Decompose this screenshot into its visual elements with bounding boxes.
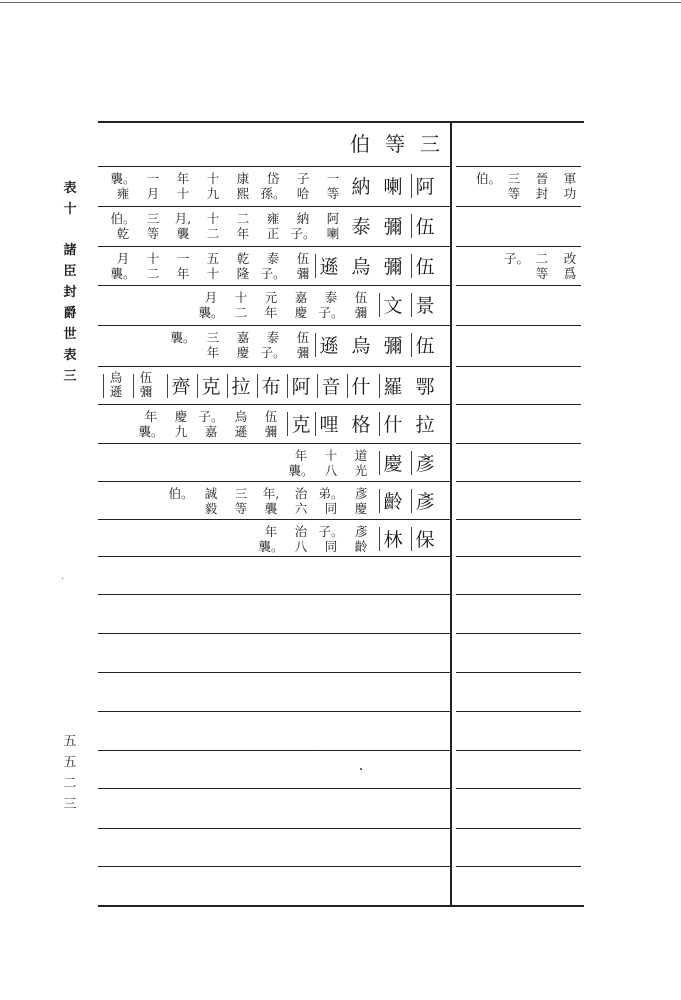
table-rule [98, 750, 450, 751]
notes-rule [456, 443, 581, 444]
record-text: 治 [294, 486, 308, 501]
record-text: 二 [146, 266, 160, 281]
name-divider-mark [379, 293, 380, 317]
record-text: 月 [146, 186, 160, 201]
section-title-char: 爵 [63, 306, 77, 321]
record-text: 治 [294, 524, 308, 539]
table-rule [98, 633, 450, 634]
page-number-char: 三 [63, 797, 77, 812]
record-text: 年 [294, 448, 308, 463]
record-text: 襲。 [258, 539, 284, 554]
record-text: 襲。 [198, 305, 224, 320]
note-text: 封 [535, 186, 549, 201]
notes-rule [456, 633, 581, 634]
heir-name-char: 拉 [415, 414, 435, 436]
heir-name-char: 林 [383, 529, 403, 551]
record-text: 襲。 [138, 424, 164, 439]
record-text: 一 [326, 171, 340, 186]
scan-speck [317, 750, 318, 751]
table-row [98, 166, 450, 204]
name-divider-mark [227, 374, 228, 398]
heir-name-char: 伍 [415, 335, 435, 357]
record-text: 毅 [204, 501, 218, 516]
heir-name-char: 納 [351, 176, 371, 198]
name-divider-mark [287, 412, 288, 436]
record-text: 等 [326, 186, 340, 201]
notes-rule [456, 828, 581, 829]
notes-rule [456, 866, 581, 867]
record-text: 伍 [296, 330, 310, 345]
page-number-char: 二 [63, 776, 77, 791]
record-text: 襲 [176, 226, 190, 241]
record-text: 彌 [264, 424, 278, 439]
notes-cell [456, 246, 581, 284]
heir-name-char: 音 [321, 376, 341, 398]
record-text: 元 [264, 290, 278, 305]
record-text: 慶 [294, 305, 308, 320]
heir-name-char: 克 [291, 414, 311, 436]
record-text: 泰 [266, 251, 280, 266]
name-divider-mark [133, 374, 134, 398]
table-rule [98, 788, 450, 789]
notes-rule [456, 519, 581, 520]
record-text: 年 [176, 171, 190, 186]
record-text: 伍 [296, 251, 310, 266]
name-divider-mark [411, 293, 412, 317]
record-text: 九 [206, 186, 220, 201]
name-divider-mark [317, 374, 318, 398]
record-text: 彥 [354, 524, 368, 539]
heir-name-char: 遜 [319, 256, 339, 278]
notes-rule [456, 556, 581, 557]
heir-name-char: 齡 [383, 491, 403, 513]
heir-name-char: 烏 [351, 335, 371, 357]
notes-rule [456, 366, 581, 367]
name-divider-mark [411, 451, 412, 475]
record-text: 彌 [296, 266, 310, 281]
record-text: 三 [206, 330, 220, 345]
heir-name-char: 哩 [319, 414, 339, 436]
table-rule [98, 711, 450, 712]
record-text: 六 [294, 501, 308, 516]
record-text: 烏 [234, 409, 248, 424]
record-text: 子。 [198, 409, 224, 424]
record-text: 光 [354, 463, 368, 478]
book-title-char: 十 [63, 202, 77, 217]
record-text: 彥 [354, 486, 368, 501]
record-text: 九 [174, 424, 188, 439]
record-text: 年 [144, 409, 158, 424]
page-top-edge [0, 2, 681, 3]
table-divider [450, 121, 452, 907]
section-title [58, 240, 82, 387]
table-rule [98, 866, 450, 867]
table-title-char: 三 [420, 132, 440, 156]
note-text: 三 [507, 171, 521, 186]
record-text: 彌 [354, 305, 368, 320]
name-divider-mark [257, 374, 258, 398]
record-text: 等 [234, 501, 248, 516]
heir-name-char: 彌 [383, 335, 403, 357]
section-title-char: 臣 [63, 264, 77, 279]
record-text: 月 [204, 290, 218, 305]
name-divider-mark [411, 254, 412, 278]
heir-name-char: 阿 [415, 176, 435, 198]
record-text: 乾 [116, 226, 130, 241]
record-text: 隆 [236, 266, 250, 281]
name-divider-mark [411, 214, 412, 238]
name-divider-mark [379, 527, 380, 551]
notes-rule [456, 404, 581, 405]
record-text: 喇 [326, 226, 340, 241]
heir-name-char: 泰 [351, 216, 371, 238]
section-title-char: 諸 [63, 243, 77, 258]
record-text: 十 [146, 251, 160, 266]
record-text: 阿 [326, 211, 340, 226]
notes-rule [456, 711, 581, 712]
record-text: 子。 [260, 266, 286, 281]
table-title-char: 伯 [350, 132, 370, 156]
heir-name-char: 文 [383, 295, 403, 317]
record-text: 子。 [318, 305, 344, 320]
record-text: 慶 [236, 345, 250, 360]
record-text: 正 [266, 226, 280, 241]
heir-name-char: 慶 [383, 453, 403, 475]
heir-name-char: 格 [351, 414, 371, 436]
record-text: 二 [206, 226, 220, 241]
note-text: 子。 [504, 251, 530, 266]
note-text: 晉 [535, 171, 549, 186]
record-text: 三 [234, 486, 248, 501]
record-text: 十 [206, 171, 220, 186]
record-text: 子。 [318, 524, 344, 539]
name-divider-mark [411, 333, 412, 357]
note-text: 功 [563, 186, 577, 201]
name-divider-mark [411, 489, 412, 513]
table-rule [98, 828, 450, 829]
record-text: 雍 [116, 186, 130, 201]
heir-name-char: 彌 [383, 256, 403, 278]
name-divider-mark [411, 174, 412, 198]
record-text: 子。 [290, 226, 316, 241]
record-text: 乾 [236, 251, 250, 266]
scan-speck [360, 768, 362, 770]
record-text: 一 [146, 171, 160, 186]
record-text: 二 [236, 211, 250, 226]
heir-name-char: 克 [201, 376, 221, 398]
record-text: 同 [324, 501, 338, 516]
record-text: 襲。 [110, 266, 136, 281]
record-text: 一 [176, 251, 190, 266]
record-text: 子。 [260, 345, 286, 360]
record-text: 襲。 [110, 171, 136, 186]
record-text: 孫。 [260, 186, 286, 201]
record-text: 十 [206, 266, 220, 281]
record-text: 岱 [266, 171, 280, 186]
heir-name-char: 伍彌 [139, 370, 153, 399]
table-row [98, 206, 450, 244]
heir-name-char: 鄂 [415, 376, 435, 398]
notes-rule [456, 750, 581, 751]
table-row [98, 366, 450, 404]
name-divider-mark [315, 412, 316, 436]
record-text: 月 [116, 251, 130, 266]
record-text: 嘉 [236, 330, 250, 345]
note-text: 改 [563, 251, 577, 266]
scan-speck [62, 578, 63, 579]
name-divider-mark [103, 374, 104, 398]
record-text: 年 [264, 524, 278, 539]
heir-name-char: 彌 [383, 216, 403, 238]
table-row [98, 481, 450, 519]
page-number [58, 731, 82, 815]
table-row [98, 246, 450, 284]
record-text: 月, [174, 211, 192, 226]
heir-name-char: 保 [415, 529, 435, 551]
record-text: 八 [324, 463, 338, 478]
record-text: 弟。 [318, 486, 344, 501]
book-title-char: 表 [63, 181, 77, 196]
name-divider-mark [379, 412, 380, 436]
page-number-char: 五 [63, 755, 77, 770]
notes-rule [456, 206, 581, 207]
record-text: 子 [296, 171, 310, 186]
section-title-char: 封 [63, 285, 77, 300]
note-text: 等 [535, 266, 549, 281]
heir-name-char: 齊 [171, 376, 191, 398]
record-text: 等 [146, 226, 160, 241]
section-title-char: 三 [63, 369, 77, 384]
notes-rule [456, 285, 581, 286]
record-text: 年 [176, 266, 190, 281]
heir-name-char: 喇 [383, 176, 403, 198]
table-rule [98, 594, 450, 595]
heir-name-char: 景 [415, 295, 435, 317]
table-row [98, 519, 450, 557]
notes-rule [456, 481, 581, 482]
name-divider-mark [347, 374, 348, 398]
record-text: 道 [354, 448, 368, 463]
record-text: 十 [234, 290, 248, 305]
record-text: 伯。 [168, 486, 194, 501]
heir-name-char: 彥 [415, 491, 435, 513]
name-divider-mark [379, 451, 380, 475]
table-rule [98, 121, 584, 123]
record-text: 八 [294, 539, 308, 554]
record-text: 五 [206, 251, 220, 266]
name-divider-mark [167, 374, 168, 398]
heir-name-char: 烏 [351, 256, 371, 278]
section-title-char: 表 [63, 348, 77, 363]
heir-name-char: 伍 [415, 216, 435, 238]
note-text: 伯。 [476, 171, 502, 186]
name-divider-mark [197, 374, 198, 398]
table-title [350, 130, 440, 160]
table-row [98, 325, 450, 363]
record-text: 伍 [354, 290, 368, 305]
record-text: 年 [236, 226, 250, 241]
record-text: 嘉 [294, 290, 308, 305]
notes-rule [456, 788, 581, 789]
name-divider-mark [379, 489, 380, 513]
record-text: 襲。 [288, 463, 314, 478]
note-text: 等 [507, 186, 521, 201]
heir-name-char: 什 [383, 414, 403, 436]
page-number-char: 五 [63, 734, 77, 749]
table-rule [98, 905, 584, 907]
name-divider-mark [411, 527, 412, 551]
record-text: 彌 [296, 345, 310, 360]
heir-name-char: 烏遜 [109, 370, 123, 399]
record-text: 年 [206, 345, 220, 360]
record-text: 熙 [236, 186, 250, 201]
notes-rule [456, 325, 581, 326]
record-text: 納 [296, 211, 310, 226]
note-text: 軍 [563, 171, 577, 186]
notes-cell [456, 166, 581, 204]
heir-name-char: 彥 [415, 453, 435, 475]
note-text: 二 [535, 251, 549, 266]
table-row [98, 443, 450, 481]
table-title-char: 等 [385, 132, 405, 156]
record-text: 雍 [266, 211, 280, 226]
record-text: 襲。 [170, 330, 196, 345]
heir-name-char: 阿 [291, 376, 311, 398]
record-text: 嘉 [204, 424, 218, 439]
table-row [98, 404, 450, 442]
record-text: 襲 [264, 501, 278, 516]
record-text: 伍 [264, 409, 278, 424]
record-text: 同 [324, 539, 338, 554]
record-text: 伯。 [110, 211, 136, 226]
record-text: 慶 [354, 501, 368, 516]
table-row [98, 285, 450, 323]
notes-rule [456, 672, 581, 673]
record-text: 十 [206, 211, 220, 226]
record-text: 康 [236, 171, 250, 186]
section-title-char: 世 [63, 327, 77, 342]
record-text: 十 [324, 448, 338, 463]
record-text: 三 [146, 211, 160, 226]
note-text: 爲 [563, 266, 577, 281]
notes-rule [456, 594, 581, 595]
record-text: 年 [264, 305, 278, 320]
record-text: 慶 [174, 409, 188, 424]
record-text: 誠 [204, 486, 218, 501]
book-title [58, 178, 82, 220]
record-text: 泰 [266, 330, 280, 345]
record-text: 十 [176, 186, 190, 201]
heir-name-char: 拉 [231, 376, 251, 398]
record-text: 遜 [234, 424, 248, 439]
name-divider-mark [287, 374, 288, 398]
heir-name-char: 什 [351, 376, 371, 398]
record-text: 泰 [324, 290, 338, 305]
table-rule [98, 672, 450, 673]
record-text: 年, [262, 486, 280, 501]
heir-name-char: 遜 [319, 335, 339, 357]
record-text: 哈 [296, 186, 310, 201]
name-divider-mark [379, 374, 380, 398]
heir-name-char: 伍 [415, 256, 435, 278]
heir-name-char: 羅 [383, 376, 403, 398]
heir-name-char: 布 [261, 376, 281, 398]
record-text: 齡 [354, 539, 368, 554]
record-text: 二 [234, 305, 248, 320]
